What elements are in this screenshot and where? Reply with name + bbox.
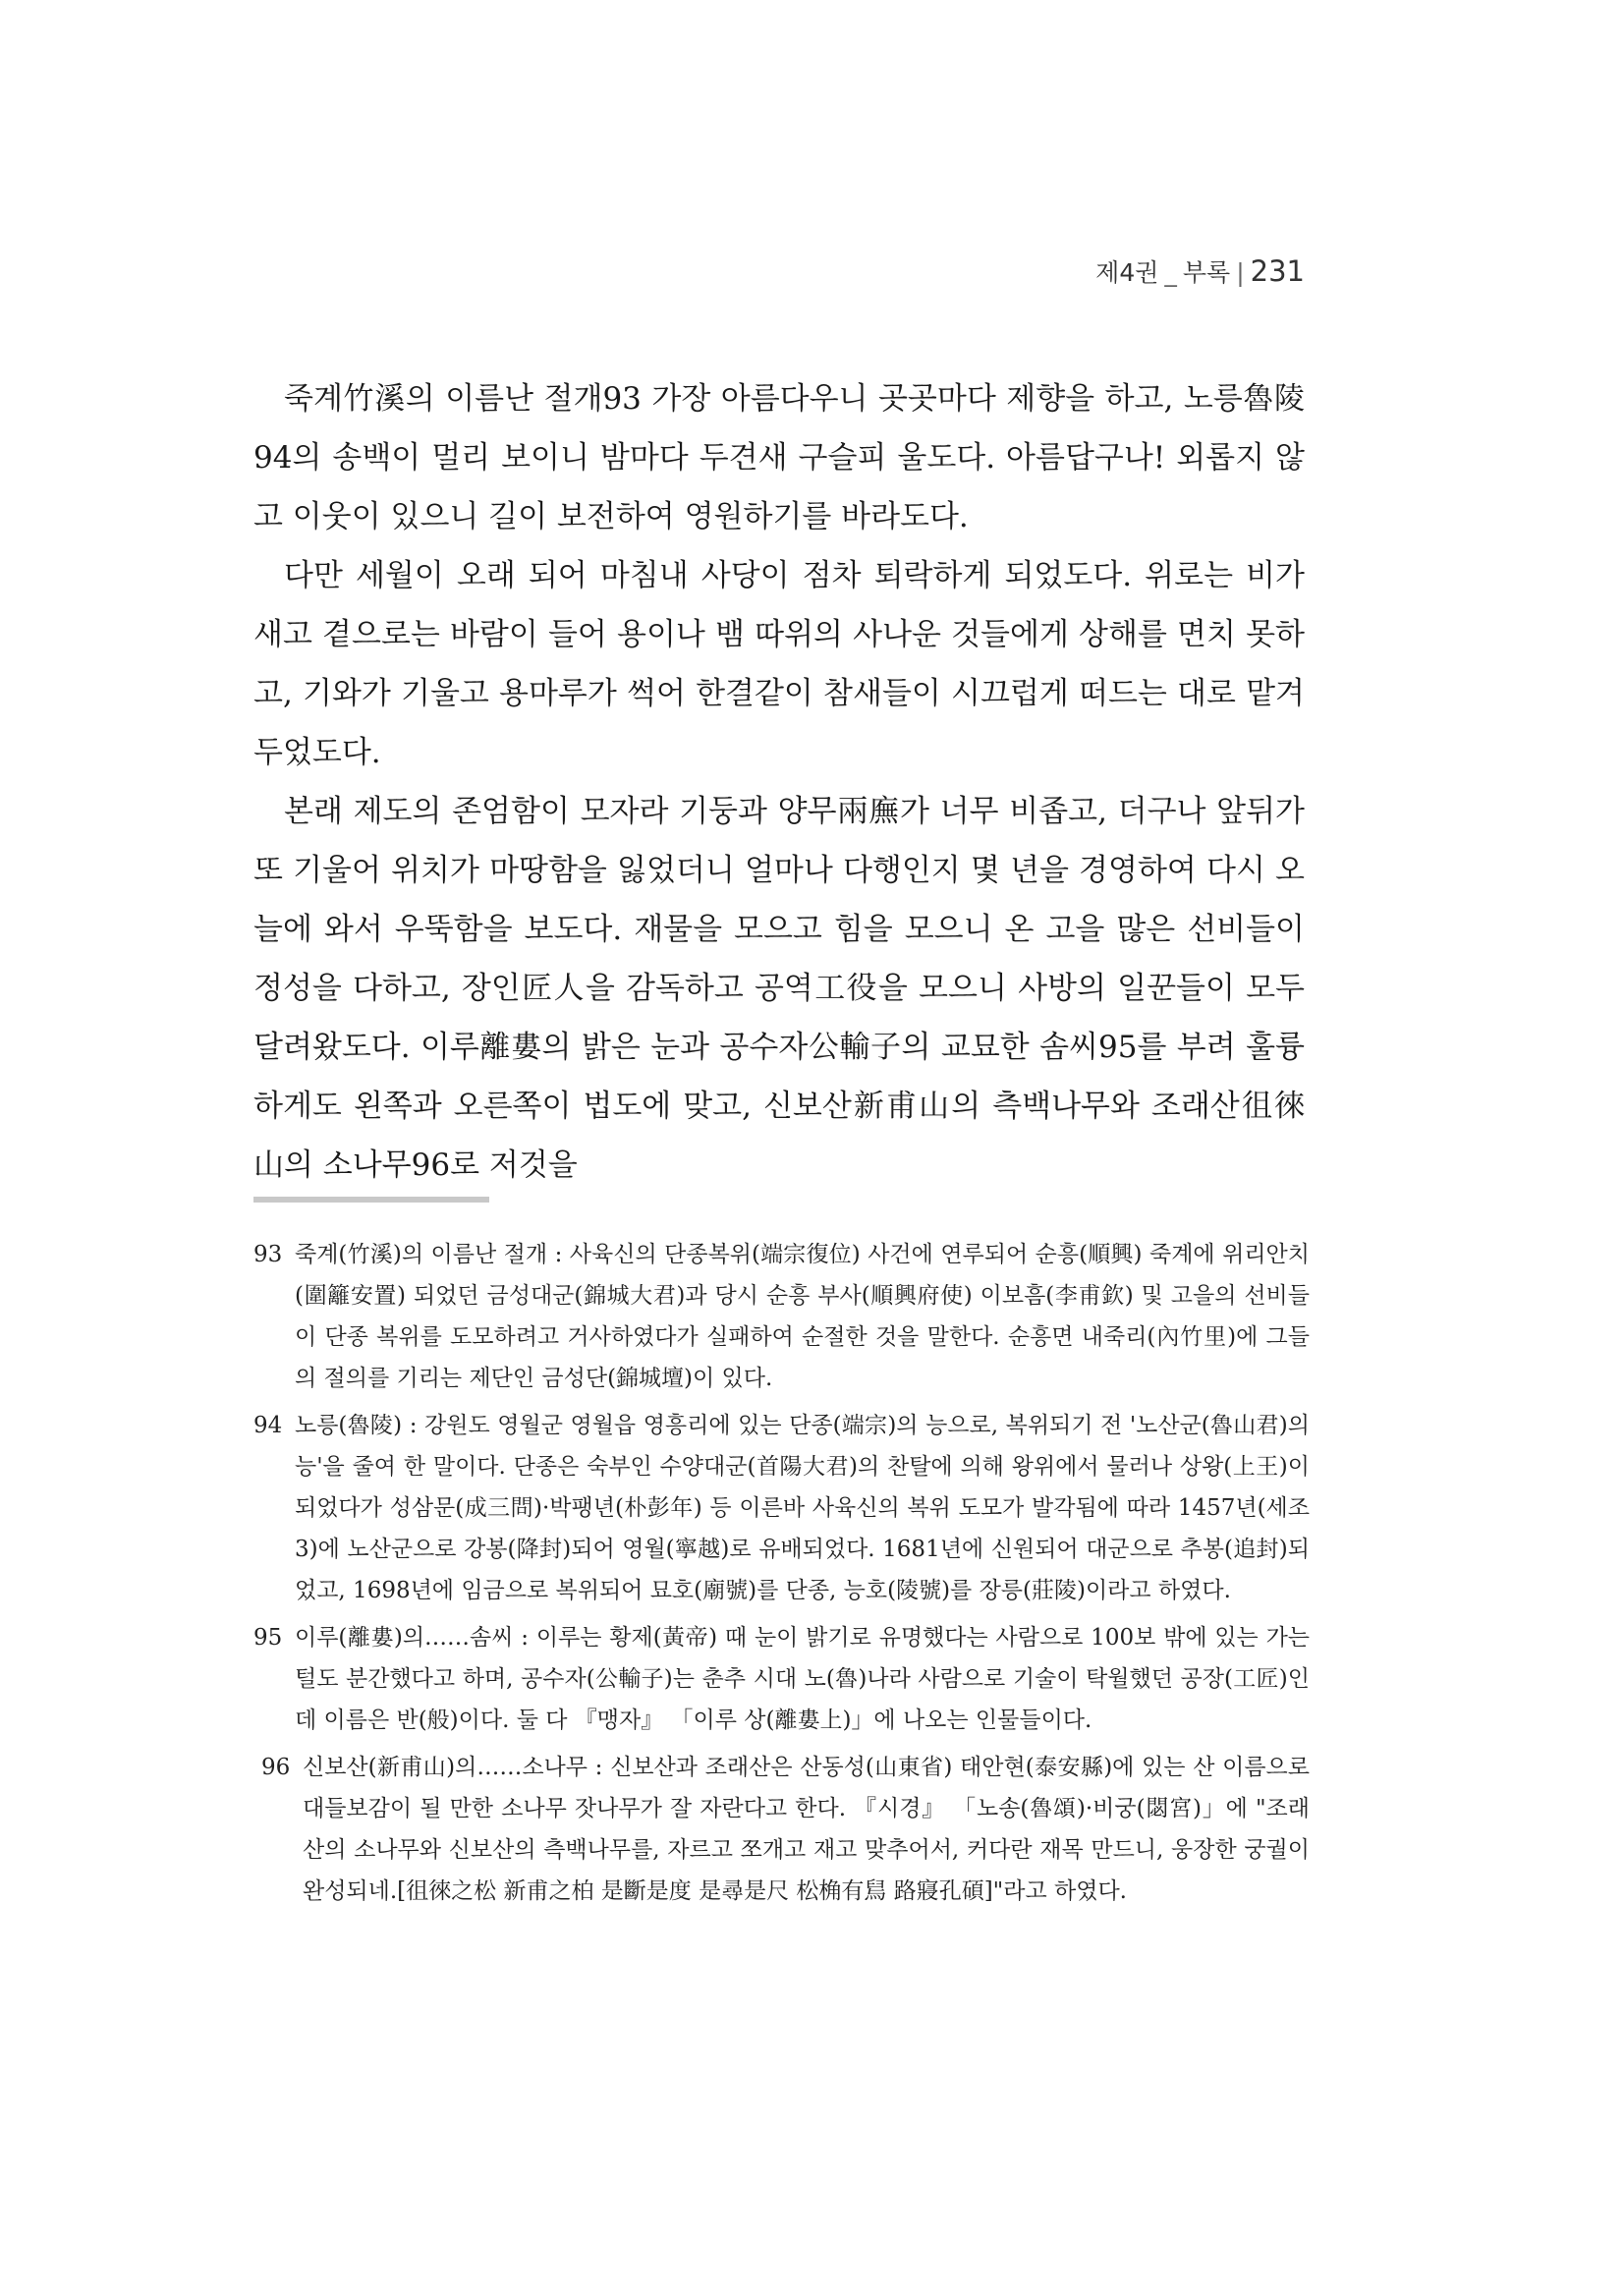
footnote-number: 94 <box>253 1413 283 1438</box>
body-paragraph: 죽계竹溪의 이름난 절개93 가장 아름다우니 곳곳마다 제향을 하고, 노릉魯陵94의 송백이 멀리 보이니 밤마다 두견새 구슬피 울도다. 아름답구나! 외롭지 않고 이웃이 있으니 길이 보전하여 영원하기를 바라도다. <box>253 381 1305 534</box>
page-number-divider: | <box>1236 258 1245 287</box>
footnote <box>253 1617 1310 1741</box>
footnote <box>253 1234 1310 1399</box>
footnote-text: 이루(離婁)의……솜씨 : 이루는 황제(黃帝) 때 눈이 밝기로 유명했다는 사람으로 100보 밖에 있는 가는 털도 분간했다고 하며, 공수자(公輸子)는 춘추 시대 노(魯)나라 사람으로 기술이 탁월했던 공장(工匠)인데 이름은 반(般)이다. 둘 다 『맹자』 「이루 상(離婁上)」에 나오는 인물들이다. <box>295 1625 1310 1733</box>
footnote-number: 95 <box>253 1625 283 1651</box>
page-number: 231 <box>1250 254 1305 288</box>
footnote-text: 죽계(竹溪)의 이름난 절개 : 사육신의 단종복위(端宗復位) 사건에 연루되어 순흥(順興) 죽계에 위리안치(圍籬安置) 되었던 금성대군(錦城大君)과 당시 순흥 부사(順興府使) 이보흠(李甫欽) 및 고을의 선비들이 단종 복위를 도모하려고 거사하였다가 실패하여 순절한 것을 말한다. 순흥면 내죽리(內竹里)에 그들의 절의를 기리는 제단인 금성단(錦城壇)이 있다. <box>295 1242 1310 1391</box>
volume-label: 제4권 <box>1095 258 1159 287</box>
running-header <box>1095 253 1305 289</box>
body-paragraph: 본래 제도의 존엄함이 모자라 기둥과 양무兩廡가 너무 비좁고, 더구나 앞뒤가 또 기울어 위치가 마땅함을 잃었더니 얼마나 다행인지 몇 년을 경영하여 다시 오늘에 와서 우뚝함을 보도다. 재물을 모으고 힘을 모으니 온 고을 많은 선비들이 정성을 다하고, 장인匠人을 감독하고 공역工役을 모으니 사방의 일꾼들이 모두 달려왔도다. 이루離婁의 밝은 눈과 공수자公輸子의 교묘한 솜씨95를 부려 훌륭하게도 왼쪽과 오른쪽이 법도에 맞고, 신보산新甫山의 측백나무와 조래산徂徠山의 소나무96로 저것을 <box>253 794 1305 1183</box>
footnote-number: 96 <box>261 1755 291 1780</box>
footnote-divider <box>253 1197 489 1203</box>
footnote-number: 93 <box>253 1242 283 1267</box>
main-text <box>253 369 1305 1195</box>
footnote-text: 신보산(新甫山)의……소나무 : 신보산과 조래산은 산동성(山東省) 태안현(泰安縣)에 있는 산 이름으로 대들보감이 될 만한 소나무 잣나무가 잘 자란다고 한다. 『시경』 「노송(魯頌)·비궁(閟宮)」에 "조래산의 소나무와 신보산의 측백나무를, 자르고 쪼개고 재고 맞추어서, 커다란 재목 만드니, 웅장한 궁궐이 완성되네.[徂徠之松 新甫之柏 是斷是度 是尋是尺 松桷有舃 路寢孔碩]"라고 하였다. <box>303 1755 1310 1904</box>
footnotes <box>253 1234 1310 1918</box>
footnote <box>253 1747 1310 1912</box>
section-label: 부록 <box>1182 258 1231 287</box>
footnote-text: 노릉(魯陵) : 강원도 영월군 영월읍 영흥리에 있는 단종(端宗)의 능으로, 복위되기 전 '노산군(魯山君)의 능'을 줄여 한 말이다. 단종은 숙부인 수양대군(首陽大君)의 찬탈에 의해 왕위에서 물러나 상왕(上王)이 되었다가 성삼문(成三問)·박팽년(朴彭年) 등 이른바 사육신의 복위 도모가 발각됨에 따라 1457년(세조3)에 노산군으로 강봉(降封)되어 영월(寧越)로 유배되었다. 1681년에 신원되어 대군으로 추봉(追封)되었고, 1698년에 임금으로 복위되어 묘호(廟號)를 단종, 능호(陵號)를 장릉(莊陵)이라고 하였다. <box>295 1413 1310 1603</box>
body-paragraph: 다만 세월이 오래 되어 마침내 사당이 점차 퇴락하게 되었도다. 위로는 비가 새고 곁으로는 바람이 들어 용이나 뱀 따위의 사나운 것들에게 상해를 면치 못하고, 기와가 기울고 용마루가 썩어 한결같이 참새들이 시끄럽게 떠드는 대로 맡겨 두었도다. <box>253 558 1305 770</box>
footnote <box>253 1405 1310 1611</box>
header-separator: _ <box>1164 258 1177 287</box>
